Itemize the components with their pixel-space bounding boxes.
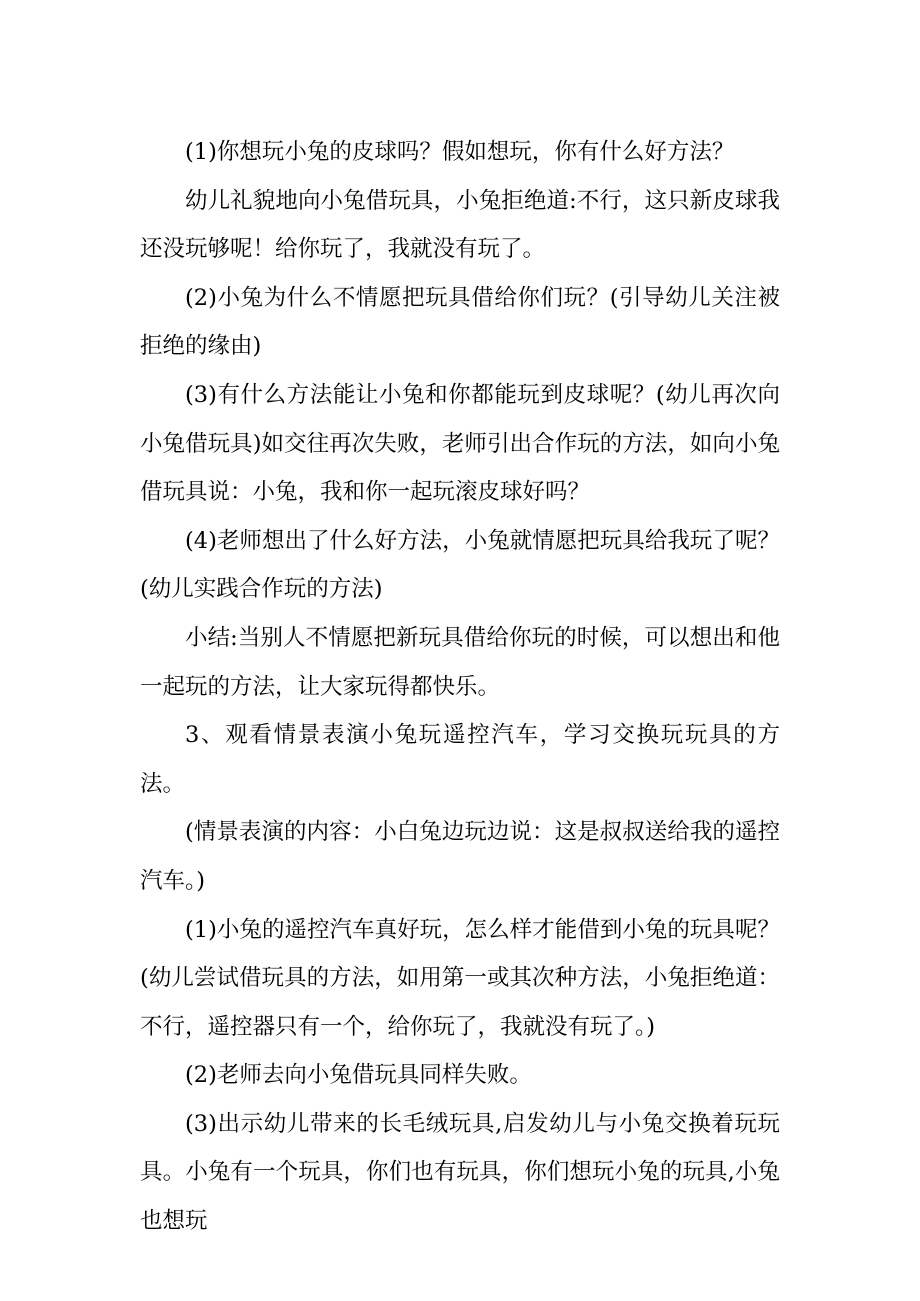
- paragraph-q2-why-unwilling: (2)小兔为什么不情愿把玩具借给你们玩？(引导幼儿关注被拒绝的缘由): [140, 284, 780, 360]
- paragraph-q1-want-ball: (1)你想玩小兔的皮球吗？假如想玩，你有什么好方法？: [185, 139, 735, 165]
- paragraph-performance-content: (情景表演的内容：小白兔边玩边说：这是叔叔送给我的遥控汽车。): [140, 819, 780, 894]
- paragraph-q4-good-method: (4)老师想出了什么好方法，小兔就情愿把玩具给我玩了呢？(幼儿实践合作玩的方法): [140, 527, 780, 603]
- document-body: [140, 128, 780, 1246]
- paragraph-remote-car-q3: (3)出示幼儿带来的长毛绒玩具,启发幼儿与小兔交换着玩玩具。小兔有一个玩具，你们也有玩具，你们想玩小兔的玩具,小兔也想玩: [140, 1110, 780, 1235]
- paragraph-remote-car-q2: (2)老师去向小兔借玩具同样失败。: [185, 1062, 532, 1089]
- paragraph-remote-car-q1: (1)小兔的遥控汽车真好玩，怎么样才能借到小兔的玩具呢？(幼儿尝试借玩具的方法，如用第一或其次种方法，小兔拒绝道：不行，遥控器只有一个，给你玩了，我就没有玩了。): [140, 916, 780, 1040]
- paragraph-section-3-heading: 3、观看情景表演小兔玩遥控汽车，学习交换玩玩具的方法。: [140, 722, 780, 797]
- paragraph-q3-both-play: (3)有什么方法能让小兔和你都能玩到皮球呢？(幼儿再次向小兔借玩具)如交往再次失败，老师引出合作玩的方法，如向小兔借玩具说：小兔，我和你一起玩滚皮球好吗？: [140, 381, 780, 506]
- paragraph-summary: 小结:当别人不情愿把新玩具借给你玩的时候，可以想出和他一起玩的方法，让大家玩得都快乐。: [140, 624, 780, 700]
- paragraph-borrow-refused: 幼儿礼貌地向小兔借玩具，小兔拒绝道:不行，这只新皮球我还没玩够呢！给你玩了，我就没有玩了。: [140, 187, 780, 263]
